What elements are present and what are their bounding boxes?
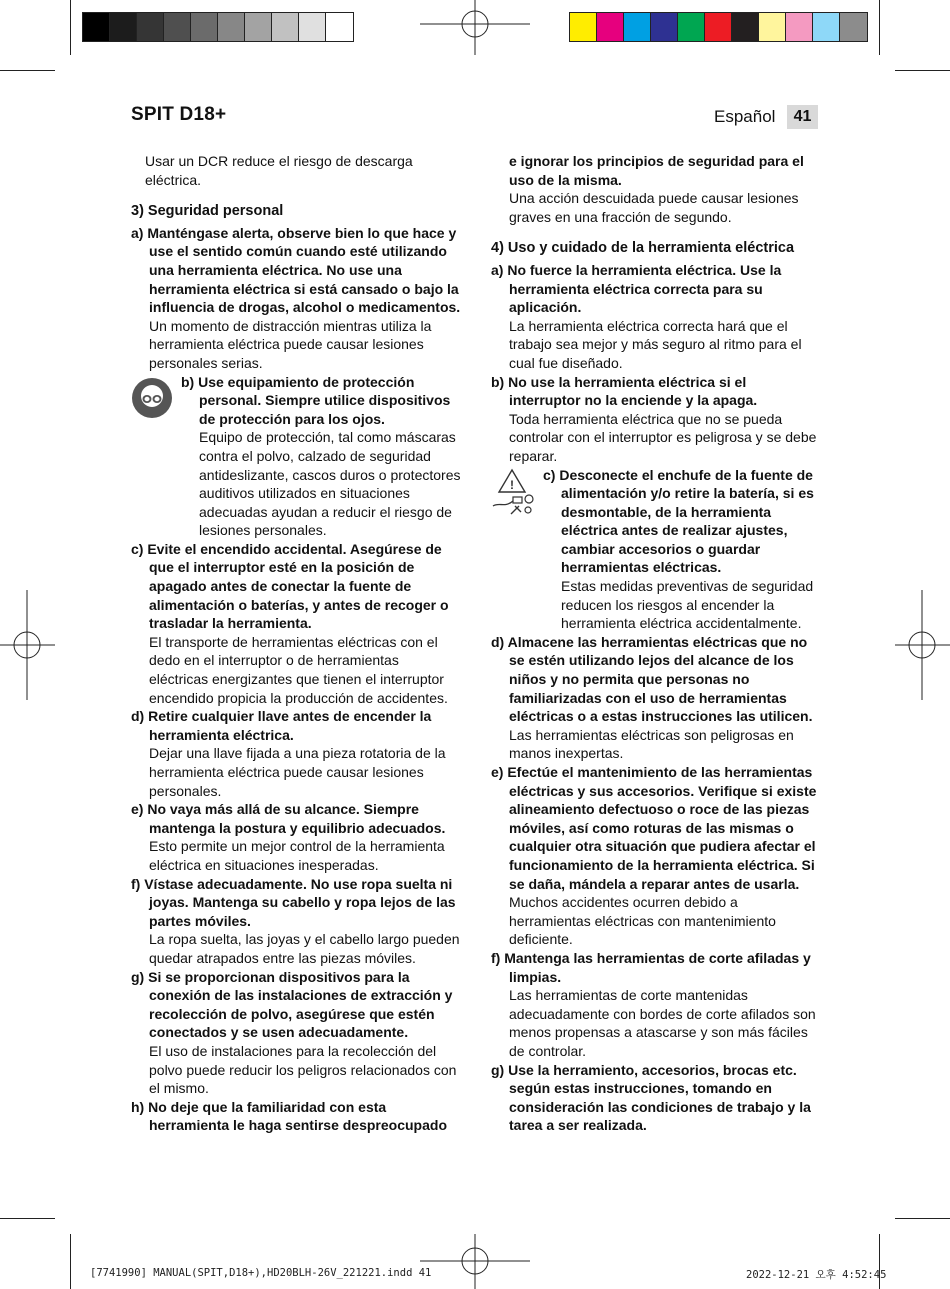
color-swatch (597, 13, 624, 41)
color-swatch (840, 13, 867, 41)
continued-heading: e ignorar los principios de seguridad para el uso de la misma. (509, 153, 804, 188)
item-c-text: Estas medidas preventivas de seguridad reducen los riesgos al encender la herramienta eléctrica accidentalmente. (561, 578, 814, 632)
gray-calibration-bar (82, 12, 354, 42)
color-swatch (651, 13, 678, 41)
left-column (131, 152, 461, 1135)
item-c-block (491, 466, 821, 633)
item-a-heading: a) Manténgase alerta, observe bien lo que hace y use el sentido común cuando esté utilizando una herramienta eléctrica. No use una herramienta eléctrica si está cansado o bajo la influencia de drogas, alcohol o medicamentos. (131, 224, 461, 316)
item-d-heading: d) Retire cualquier llave antes de encender la herramienta eléctrica. (131, 708, 432, 743)
item-b-text: Equipo de protección, tal como máscaras contra el polvo, calzado de seguridad antideslizante, cascos duros o protectores auditivos utilizados en situaciones adecuadas ayudan a reducir el riesgo de lesiones personales. (199, 429, 461, 539)
print-date: 2022-12-21 오후 4:52:45 (746, 1269, 887, 1281)
color-swatch (299, 13, 326, 41)
crop-mark (879, 0, 880, 55)
item-f-text: Las herramientas de corte mantenidas adecuadamente con bordes de corte afilados son menos propensas a atascarse y son más fáciles de controlar. (509, 987, 816, 1059)
color-swatch (218, 13, 245, 41)
item-g-text: El uso de instalaciones para la recolección del polvo puede reducir los peligros relacionados con el mismo. (149, 1042, 457, 1097)
registration-mark-bottom (420, 1234, 530, 1289)
item-h-heading: h) No deje que la familiaridad con esta herramienta le haga sentirse despreocupado (131, 1098, 447, 1134)
item-b-heading: b) No use la herramienta eléctrica si el interruptor no la enciende y la apaga. (491, 373, 758, 409)
page-title: SPIT D18+ (131, 104, 227, 125)
item-d-text: Las herramientas eléctricas son peligrosas en manos inexpertas. (509, 726, 794, 762)
color-swatch (164, 13, 191, 41)
svg-text:!: ! (510, 477, 514, 492)
registration-mark-left (0, 590, 55, 700)
language-label: Español (714, 107, 776, 126)
crop-mark (70, 1234, 71, 1289)
color-swatch (110, 13, 137, 41)
color-swatch (137, 13, 164, 41)
item-a-text: Un momento de distracción mientras utiliza la herramienta eléctrica puede causar lesiones personales serias. (149, 317, 432, 371)
file-info: [7741990] MANUAL(SPIT,D18+),HD20BLH-26V_221221.indd 41 (90, 1267, 432, 1279)
color-swatch (245, 13, 272, 41)
item-g-heading: g) Si se proporcionan dispositivos para la conexión de las instalaciones de extracción y recolección de polvo, asegúrese que estén conectados y se usen adecuadamente. (131, 968, 453, 1041)
color-swatch (759, 13, 786, 41)
crop-mark (895, 70, 950, 71)
item-g-heading: g) Use la herramiento, accesorios, brocas etc. según estas instrucciones, tomando en consideración las condiciones de trabajo y la tarea a ser realizada. (491, 1061, 811, 1134)
page-number: 41 (787, 105, 818, 129)
color-swatch (786, 13, 813, 41)
color-calibration-bar (569, 12, 868, 42)
item-f-heading: f) Vístase adecuadamente. No use ropa suelta ni joyas. Mantenga su cabello y ropa lejos de las partes móviles. (131, 875, 456, 929)
color-swatch (732, 13, 759, 41)
item-b-block (131, 373, 461, 540)
color-swatch (191, 13, 218, 41)
color-swatch (83, 13, 110, 41)
item-e-text: Esto permite un mejor control de la herramienta eléctrica en situaciones inesperadas. (149, 838, 445, 873)
intro-text: Usar un DCR reduce el riesgo de descarga eléctrica. (145, 153, 413, 188)
crop-mark (0, 70, 55, 71)
warning-unplug-icon (491, 468, 537, 516)
item-c-text: El transporte de herramientas eléctricas con el dedo en el interruptor o de herramientas eléctricas energizantes que tienen el interruptor encendido propicia la producción de accidentes. (149, 633, 448, 706)
crop-mark (70, 0, 71, 55)
color-swatch (678, 13, 705, 41)
section-heading: 3) Seguridad personal (131, 203, 284, 220)
section-heading: 4) Uso y cuidado de la herramienta eléctrica (491, 240, 795, 257)
color-swatch (624, 13, 651, 41)
item-b-text: Toda herramienta eléctrica que no se pueda controlar con el interruptor es peligrosa y se debe reparar. (509, 410, 817, 464)
goggles-icon (131, 377, 173, 419)
item-a-heading: a) No fuerce la herramienta eléctrica. Use la herramienta eléctrica correcta para su aplicación. (491, 261, 782, 316)
item-e-heading: e) Efectúe el mantenimiento de las herramientas eléctricas y sus accesorios. Verifique si existe alineamiento defectuoso o roce de las piezas móviles, así como roturas de las mismas o cualquier otra situación que pudiera afectar el funcionamiento de la herramienta eléctrica. Si se daña, mándela a reparar antes de usarla. (491, 764, 817, 892)
color-swatch (570, 13, 597, 41)
item-c-heading: c) Desconecte el enchufe de la fuente de alimentación y/o retire la batería, si es desmontable, de la herramienta eléctrica antes de realizar ajustes, cambiar accesorios o guardar herramientas eléctricas. (543, 466, 814, 576)
item-f-text: La ropa suelta, las joyas y el cabello largo pueden quedar atrapados entre las piezas móviles. (149, 931, 460, 966)
item-b-heading: b) Use equipamiento de protección personal. Siempre utilice dispositivos de protección para los ojos. (181, 373, 451, 427)
item-e-heading: e) No vaya más allá de su alcance. Siempre mantenga la postura y equilibrio adecuados. (131, 801, 446, 836)
item-e-text: Muchos accidentes ocurren debido a herramientas eléctricas con mantenimiento deficiente. (509, 894, 776, 948)
continued-text: Una acción descuidada puede causar lesiones graves en una fracción de segundo. (509, 190, 799, 225)
item-d-text: Dejar una llave fijada a una pieza rotatoria de la herramienta eléctrica puede causar lesiones personales. (149, 745, 446, 799)
crop-mark (895, 1218, 950, 1219)
crop-mark (0, 1218, 55, 1219)
registration-mark-top (420, 0, 530, 55)
color-swatch (326, 13, 353, 41)
color-swatch (813, 13, 840, 41)
item-d-heading: d) Almacene las herramientas eléctricas que no se estén utilizando lejos del alcance de los niños y no permita que personas no familiarizadas con el uso de herramientas eléctricas o a estas instrucciones las utilicen. (491, 633, 813, 725)
item-f-heading: f) Mantenga las herramientas de corte afiladas y limpias. (491, 949, 811, 985)
color-swatch (272, 13, 299, 41)
registration-mark-right (895, 590, 950, 700)
item-a-text: La herramienta eléctrica correcta hará que el trabajo sea mejor y más seguro al ritmo para el cual fue diseñado. (509, 317, 802, 371)
item-c-heading: c) Evite el encendido accidental. Asegúrese de que el interruptor esté en la posición de apagado antes de conectar la fuente de alimentación o baterías, y antes de recoger o trasladar la herramienta. (131, 540, 449, 632)
right-column (491, 152, 821, 1135)
color-swatch (705, 13, 732, 41)
